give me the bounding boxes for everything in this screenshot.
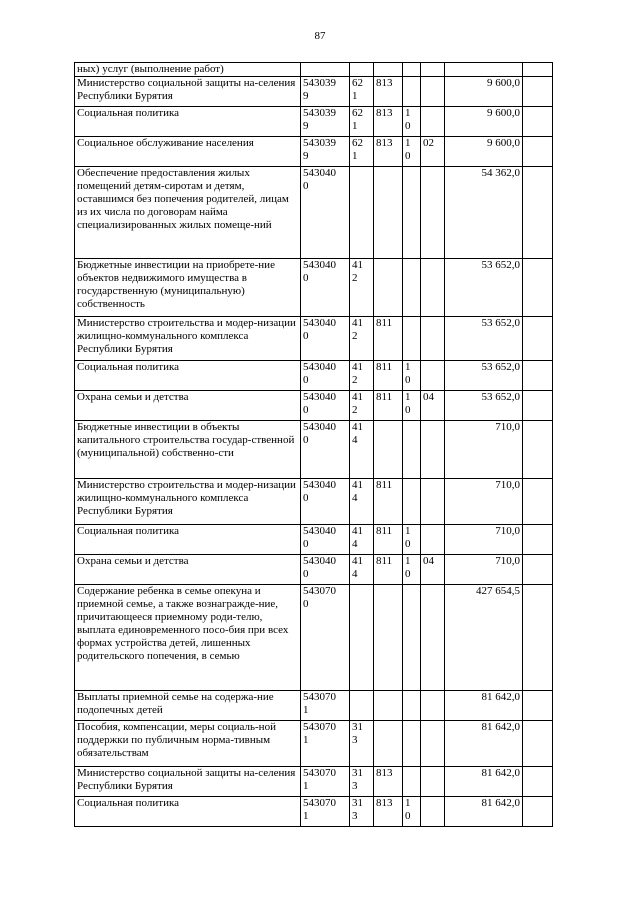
row-vr-text: 62 1 [352, 107, 363, 132]
row-ved-text: 813 [376, 767, 393, 779]
row-expense-type-cell [350, 107, 374, 137]
row-rz-text: 1 0 [405, 797, 411, 822]
row-section-cell [403, 721, 421, 767]
row-expense-type-cell [350, 63, 374, 77]
row-expense-type-cell [350, 421, 374, 479]
table-row [75, 167, 553, 259]
row-name-text: Пособия, компенсации, меры социаль-ной поддержки по публичным норма-тивным обязательствам [77, 721, 276, 759]
row-section-cell [403, 63, 421, 77]
row-extra-cell [523, 797, 553, 827]
row-csr-text: 543070 1 [303, 767, 336, 792]
table-row [75, 479, 553, 525]
row-name-text: Бюджетные инвестиции в объекты капитального строительства государ-ственной (муниципальной) собственно-сти [77, 421, 295, 459]
row-subsection-cell [421, 77, 445, 107]
row-sum-text: 53 652,0 [481, 361, 520, 373]
row-amount-cell [445, 555, 523, 585]
row-target-code-cell [301, 555, 350, 585]
row-sum-text: 53 652,0 [481, 391, 520, 403]
row-vr-text: 41 2 [352, 361, 363, 386]
row-csr-text: 543040 0 [303, 479, 336, 504]
row-amount-cell [445, 797, 523, 827]
row-subsection-cell [421, 361, 445, 391]
row-name-cell [75, 421, 301, 479]
row-section-cell [403, 479, 421, 525]
row-amount-cell [445, 391, 523, 421]
row-target-code-cell [301, 391, 350, 421]
row-department-cell [374, 77, 403, 107]
row-vr-text: 31 3 [352, 797, 363, 822]
row-ved-text: 811 [376, 525, 393, 537]
row-expense-type-cell [350, 317, 374, 361]
row-vr-text: 41 4 [352, 479, 363, 504]
row-department-cell [374, 421, 403, 479]
row-csr-text: 543040 0 [303, 555, 336, 580]
row-rz-text: 1 0 [405, 555, 411, 580]
row-name-text: Министерство социальной защиты на-селения Республики Бурятия [77, 767, 296, 792]
row-target-code-cell [301, 317, 350, 361]
row-section-cell [403, 797, 421, 827]
row-name-text: Содержание ребенка в семье опекуна и приемной семье, а также вознагражде-ние, причитающееся приемному роди-телю, выплата единовременного посо-бия при всех формах устройства детей, лишенных родительского попечения, в семью [77, 585, 289, 662]
row-extra-cell [523, 391, 553, 421]
row-department-cell [374, 721, 403, 767]
row-ved-text: 811 [376, 391, 393, 403]
row-name-cell [75, 479, 301, 525]
row-department-cell [374, 63, 403, 77]
row-amount-cell [445, 361, 523, 391]
row-department-cell [374, 317, 403, 361]
row-subsection-cell [421, 767, 445, 797]
row-amount-cell [445, 167, 523, 259]
row-ved-text: 813 [376, 107, 393, 119]
row-vr-text: 31 3 [352, 767, 363, 792]
row-rz-text: 1 0 [405, 361, 411, 386]
row-target-code-cell [301, 259, 350, 317]
row-subsection-cell [421, 137, 445, 167]
row-name-text: Министерство социальной защиты на-селения Республики Бурятия [77, 77, 296, 102]
row-target-code-cell [301, 525, 350, 555]
row-name-cell [75, 721, 301, 767]
row-csr-text: 543070 1 [303, 691, 336, 716]
row-department-cell [374, 107, 403, 137]
row-csr-text: 543040 0 [303, 361, 336, 386]
row-rz-text: 1 0 [405, 107, 411, 132]
row-section-cell [403, 361, 421, 391]
row-name-text: Социальное обслуживание населения [77, 137, 254, 149]
row-subsection-cell [421, 167, 445, 259]
row-sum-text: 81 642,0 [481, 721, 520, 733]
row-csr-text: 543070 1 [303, 797, 336, 822]
row-rz-text: 1 0 [405, 137, 411, 162]
row-amount-cell [445, 479, 523, 525]
row-name-text: Выплаты приемной семье на содержа-ние подопечных детей [77, 691, 274, 716]
row-csr-text: 543039 9 [303, 77, 336, 102]
row-subsection-cell [421, 525, 445, 555]
row-department-cell [374, 259, 403, 317]
row-ved-text: 813 [376, 137, 393, 149]
row-name-cell [75, 555, 301, 585]
row-extra-cell [523, 137, 553, 167]
row-sum-text: 81 642,0 [481, 691, 520, 703]
row-department-cell [374, 479, 403, 525]
row-subsection-cell [421, 479, 445, 525]
row-ved-text: 811 [376, 479, 393, 491]
row-extra-cell [523, 107, 553, 137]
row-ved-text: 811 [376, 361, 393, 373]
table-row [75, 767, 553, 797]
table-row [75, 391, 553, 421]
row-expense-type-cell [350, 525, 374, 555]
row-subsection-cell [421, 391, 445, 421]
row-rz-text: 1 0 [405, 525, 411, 550]
row-expense-type-cell [350, 691, 374, 721]
row-extra-cell [523, 767, 553, 797]
row-csr-text: 543040 0 [303, 421, 336, 446]
row-extra-cell [523, 167, 553, 259]
row-sum-text: 710,0 [495, 421, 520, 433]
table-row [75, 691, 553, 721]
row-section-cell [403, 107, 421, 137]
row-ved-text: 813 [376, 77, 393, 89]
row-csr-text: 543039 9 [303, 137, 336, 162]
row-target-code-cell [301, 63, 350, 77]
row-sum-text: 81 642,0 [481, 797, 520, 809]
row-subsection-cell [421, 721, 445, 767]
row-sum-text: 53 652,0 [481, 317, 520, 329]
row-amount-cell [445, 107, 523, 137]
row-section-cell [403, 391, 421, 421]
row-pr-text: 04 [423, 555, 434, 567]
row-name-cell [75, 391, 301, 421]
row-amount-cell [445, 259, 523, 317]
row-name-cell [75, 585, 301, 691]
row-csr-text: 543040 0 [303, 525, 336, 550]
row-vr-text: 41 2 [352, 259, 363, 284]
row-section-cell [403, 421, 421, 479]
row-section-cell [403, 691, 421, 721]
budget-table [74, 62, 553, 827]
row-extra-cell [523, 259, 553, 317]
row-extra-cell [523, 63, 553, 77]
row-target-code-cell [301, 107, 350, 137]
row-sum-text: 81 642,0 [481, 767, 520, 779]
row-amount-cell [445, 767, 523, 797]
row-extra-cell [523, 361, 553, 391]
row-section-cell [403, 767, 421, 797]
row-sum-text: 9 600,0 [487, 77, 520, 89]
row-subsection-cell [421, 555, 445, 585]
row-name-text: Охрана семьи и детства [77, 391, 189, 403]
row-extra-cell [523, 525, 553, 555]
row-amount-cell [445, 691, 523, 721]
budget-table-body [75, 63, 553, 827]
row-sum-text: 427 654,5 [476, 585, 520, 597]
row-csr-text: 543040 0 [303, 391, 336, 416]
row-expense-type-cell [350, 479, 374, 525]
row-pr-text: 02 [423, 137, 434, 149]
row-department-cell [374, 797, 403, 827]
row-extra-cell [523, 691, 553, 721]
row-target-code-cell [301, 691, 350, 721]
row-csr-text: 543040 0 [303, 317, 336, 342]
row-department-cell [374, 167, 403, 259]
table-row [75, 317, 553, 361]
row-extra-cell [523, 77, 553, 107]
row-vr-text: 41 4 [352, 555, 363, 580]
row-name-cell [75, 107, 301, 137]
row-target-code-cell [301, 479, 350, 525]
row-name-cell [75, 63, 301, 77]
row-expense-type-cell [350, 585, 374, 691]
row-subsection-cell [421, 259, 445, 317]
row-department-cell [374, 585, 403, 691]
row-target-code-cell [301, 77, 350, 107]
row-extra-cell [523, 317, 553, 361]
row-expense-type-cell [350, 361, 374, 391]
row-section-cell [403, 555, 421, 585]
row-name-text: Министерство строительства и модер-низации жилищно-коммунального комплекса Республики Бурятия [77, 317, 296, 355]
row-name-cell [75, 317, 301, 361]
row-vr-text: 62 1 [352, 137, 363, 162]
row-subsection-cell [421, 691, 445, 721]
row-sum-text: 53 652,0 [481, 259, 520, 271]
row-vr-text: 41 4 [352, 525, 363, 550]
row-name-text: Обеспечение предоставления жилых помещений детям-сиротам и детям, оставшимся без попечения родителей, лицам из их числа по договорам найма специализированных жилых помеще-ний [77, 167, 289, 231]
row-name-text: Социальная политика [77, 525, 180, 537]
row-expense-type-cell [350, 555, 374, 585]
table-row [75, 555, 553, 585]
row-name-cell [75, 525, 301, 555]
row-extra-cell [523, 555, 553, 585]
row-extra-cell [523, 479, 553, 525]
row-target-code-cell [301, 421, 350, 479]
row-section-cell [403, 259, 421, 317]
row-amount-cell [445, 421, 523, 479]
row-target-code-cell [301, 797, 350, 827]
row-department-cell [374, 137, 403, 167]
row-extra-cell [523, 721, 553, 767]
row-sum-text: 54 362,0 [481, 167, 520, 179]
row-amount-cell [445, 63, 523, 77]
row-pr-text: 04 [423, 391, 434, 403]
row-name-cell [75, 691, 301, 721]
row-section-cell [403, 77, 421, 107]
row-name-text: Бюджетные инвестиции на приобрете-ние объектов недвижимого имущества в государственную (муниципальную) собственность [77, 259, 275, 310]
row-section-cell [403, 525, 421, 555]
row-sum-text: 710,0 [495, 525, 520, 537]
row-name-cell [75, 77, 301, 107]
row-ved-text: 811 [376, 317, 393, 329]
row-csr-text: 543040 0 [303, 167, 336, 192]
row-expense-type-cell [350, 767, 374, 797]
row-vr-text: 41 2 [352, 317, 363, 342]
row-sum-text: 710,0 [495, 555, 520, 567]
table-row [75, 525, 553, 555]
row-department-cell [374, 555, 403, 585]
row-csr-text: 543039 9 [303, 107, 336, 132]
row-target-code-cell [301, 137, 350, 167]
row-amount-cell [445, 317, 523, 361]
row-expense-type-cell [350, 259, 374, 317]
row-subsection-cell [421, 63, 445, 77]
row-department-cell [374, 767, 403, 797]
row-vr-text: 41 2 [352, 391, 363, 416]
row-expense-type-cell [350, 77, 374, 107]
row-department-cell [374, 691, 403, 721]
table-row [75, 63, 553, 77]
row-department-cell [374, 391, 403, 421]
row-section-cell [403, 167, 421, 259]
table-row [75, 77, 553, 107]
table-row [75, 107, 553, 137]
row-subsection-cell [421, 797, 445, 827]
row-target-code-cell [301, 361, 350, 391]
row-rz-text: 1 0 [405, 391, 411, 416]
row-name-text: Социальная политика [77, 797, 180, 809]
row-name-text: Министерство строительства и модер-низации жилищно-коммунального комплекса Республики Бурятия [77, 479, 296, 517]
row-name-cell [75, 137, 301, 167]
row-name-cell [75, 767, 301, 797]
row-department-cell [374, 525, 403, 555]
row-target-code-cell [301, 167, 350, 259]
row-amount-cell [445, 585, 523, 691]
row-subsection-cell [421, 421, 445, 479]
row-expense-type-cell [350, 137, 374, 167]
row-target-code-cell [301, 721, 350, 767]
page-number: 87 [314, 30, 326, 42]
row-ved-text: 811 [376, 555, 393, 567]
table-row [75, 137, 553, 167]
row-sum-text: 710,0 [495, 479, 520, 491]
row-amount-cell [445, 721, 523, 767]
row-amount-cell [445, 77, 523, 107]
table-row [75, 421, 553, 479]
row-name-text: ных) услуг (выполнение работ) [77, 63, 224, 75]
row-subsection-cell [421, 585, 445, 691]
row-target-code-cell [301, 767, 350, 797]
table-row [75, 721, 553, 767]
row-name-cell [75, 797, 301, 827]
row-csr-text: 543040 0 [303, 259, 336, 284]
row-ved-text: 813 [376, 797, 393, 809]
row-amount-cell [445, 525, 523, 555]
row-name-text: Охрана семьи и детства [77, 555, 189, 567]
row-target-code-cell [301, 585, 350, 691]
row-name-cell [75, 167, 301, 259]
row-extra-cell [523, 421, 553, 479]
row-vr-text: 62 1 [352, 77, 363, 102]
table-row [75, 361, 553, 391]
row-csr-text: 543070 1 [303, 721, 336, 746]
table-row [75, 797, 553, 827]
table-row [75, 585, 553, 691]
row-expense-type-cell [350, 721, 374, 767]
row-sum-text: 9 600,0 [487, 137, 520, 149]
row-vr-text: 31 3 [352, 721, 363, 746]
row-subsection-cell [421, 317, 445, 361]
row-extra-cell [523, 585, 553, 691]
row-subsection-cell [421, 107, 445, 137]
row-name-text: Социальная политика [77, 107, 180, 119]
row-expense-type-cell [350, 167, 374, 259]
row-section-cell [403, 137, 421, 167]
row-name-cell [75, 259, 301, 317]
row-expense-type-cell [350, 797, 374, 827]
row-vr-text: 41 4 [352, 421, 363, 446]
row-amount-cell [445, 137, 523, 167]
row-name-cell [75, 361, 301, 391]
row-department-cell [374, 361, 403, 391]
row-expense-type-cell [350, 391, 374, 421]
row-section-cell [403, 585, 421, 691]
row-name-text: Социальная политика [77, 361, 180, 373]
table-row [75, 259, 553, 317]
row-csr-text: 543070 0 [303, 585, 336, 610]
row-sum-text: 9 600,0 [487, 107, 520, 119]
row-section-cell [403, 317, 421, 361]
